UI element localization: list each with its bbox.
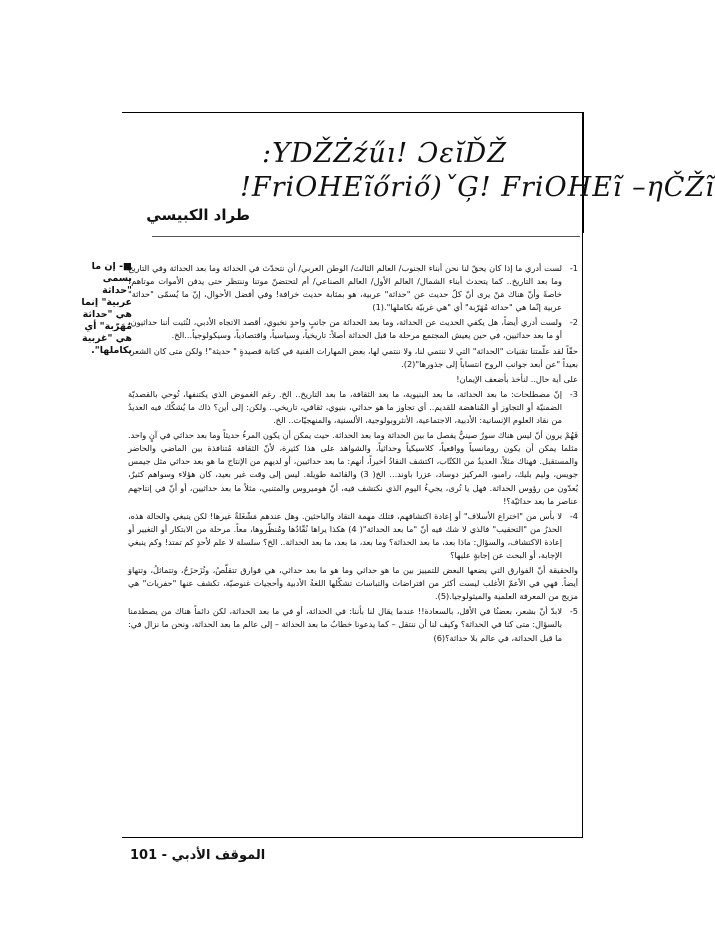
paragraph bbox=[128, 388, 578, 427]
paragraph bbox=[128, 345, 578, 371]
paragraph bbox=[128, 316, 578, 342]
paragraph bbox=[128, 262, 578, 314]
paragraph-text: إنّ مصطلحات: ما بعد الحداثة، ما بعد البنيوية، ما بعد الثقافة، ما بعد التاريخ.. الخ. رغم الغموض الذي يكتنفها، تُوحي بالقصديّة الضمنيّة أو التجاوز أو المُناهضة للقديم.. أي تجاوز ما هو حداثي، بنيوي، ثقافي، تاريخي.. ولكن: إلى أين؟ ذاك ما يُشكّك فيه العديدُ من نقاد العلوم الإنسانية: الأدبية، الاجتماعية، الأنثروبولوجية، الألسنية، والمنهجيّات.. الخ. bbox=[128, 388, 562, 426]
paragraph bbox=[128, 564, 578, 603]
paragraph-number: 3- bbox=[569, 388, 578, 399]
paragraph bbox=[128, 605, 578, 644]
paragraph-text: لا بأس من "اختراع الأسلاف" أو إعادة اكتشافهم، فتلك مهمة النقاد والباحثين. وهل عندهم مَشْغَلةٌ غيرها! لكن ينبغي والحالة هذه، الحذرُ من "التحقيب" فالذي لا شك فيه أنّ "ما بعد الحداثة"( 4) هكذا يراها نُقّادُها ومُنظّروها، معاً. مرحلة من الابتكار أو التغيير أو إعادة الاكتشاف، والسؤال: ماذا بعد، ما بعد الحداثة؟ وما بعد، ما بعد، ما بعد الحداثة.. الخ؟ سلسلة لا علم لأحدٍ كم تمتد! وكم ينبغي الإجابة، أو البحث عن إجابةٍ عليها؟ bbox=[128, 510, 562, 560]
paragraph-text: لست أدري ما إذا كان يحقّ لنا نحن أبناء الجنوب/ العالم الثالث/ الوطن العربي/ أن نتحدّث في الحداثة وما بعد الحداثة وفي التاريخ وما بعد التاريخ.. كما يتحدث أبناء الشمال/ العالم الأول/ العالم الصناعي/ أم لتحتضنّ موتنا وننتظر حتى يدفن الأموات موتاهم! خاصةً وأنّ هناك مَنْ يرى أنّ كلّ حديث عن "حداثة" عربية، هو بمثابة حديث خرافة! وفي أفضل الأحوال، إنّ ما يُسمّى "حداثة" عربية إنّما هي "حداثة مُهَرّبة" أي "هي غربيّة بكاملها".(1) bbox=[128, 263, 562, 313]
paragraph-text: والحقيقة أنّ الفوارق التي يضعها البعض للتمييز بين ما هو حداثي وما هو ما بعد حداثي، هي فوارق تتقلّصُ، وتُزَحزَحُ، وتتماثلُ، وتتهاوَ أيضاً. فهي في الأعمّ الأغلب ليست أكثر من افتراضات والتباسات تشكّلها اللغةُ الأدبية وأحجيات غنوصيّة، تكشف عنها "حفريات" هي مزيج من المعرفة العلمية والميثولوجيا.(5). bbox=[128, 565, 578, 602]
paragraph-text: حقّاً لقد علّمتنا تقنيات "الحداثة" التي لا ننتمي لنا، ولا ننتمي لها، بعض المهارات الفنية في كتابة قصيدةٍ " حديثة"! ولكن متى كان الشعر، بعيداً "عن أبعد جوانب الروح انتساباً إلى جذورها"(2). bbox=[128, 345, 578, 369]
article-title-garbled-line-2: !FriOHEĩőriő)ˇĢ! FriOHEĩ –ηČŽĩ bbox=[240, 172, 715, 203]
page-frame-right-rule bbox=[582, 112, 583, 838]
page-footer: الموقف الأدبي - 101 bbox=[130, 848, 266, 863]
paragraph bbox=[128, 510, 578, 562]
pull-quote-sidenote: ■- إن ما يسمى "حداثة عربية" إنما هي "حداثة مُهَرّبة" أي هي "غربية بكاملها". bbox=[81, 261, 132, 356]
paragraph bbox=[128, 373, 578, 386]
header-separator bbox=[152, 236, 580, 237]
paragraph-text: فَهُمْ يرون أنّ ليس هناك سورٌ صينيٌّ يفصل ما بين الحداثة وما بعد الحداثة. حيث يمكن أن يكون المرءُ حديثاً وما بعد حداثي في آنٍ واحد. مثلما يمكن أن يكون رومانسياً وواقعياً، كلاسيكياً وحداثياً، والشواهد على هذا كثيرة، لأنّ الثقافة مُتنافذة بين الماضي والحاضر والمستقبل. فهناك مثلاً، العديدُ من الكتّاب، اكتشف النقادُ أخيراً، أنهم: ما بعد حداثيين، أو لديهم من الإنتاج ما هو بعد حداثي مثل جيمس جويس، وليم بليك، رامبو، المركيز دوساد، عزرا باوند... الخ( 3) والقائمة طويلة. ليس إلى وقت غير بعيد، كان هؤلاء وسواهم كثيرٌ، يُعدّون من رؤوس الحداثة. فهل يا تُرى، يجيءُ اليوم الذي نكتشف فيه، أنّ هوميروس والمتنبي، مثلاً ما بعد حداثيين، أو أنّ في إنتاجهم عناصر ما بعد حداثيّة؟! bbox=[128, 430, 579, 506]
author-name: طراد الكبيسي bbox=[146, 206, 250, 224]
paragraph-number: 2- bbox=[569, 317, 578, 328]
paragraph-text: ولست أدري أيضاً، هل يكفي الحديث عن الحداثة، وما بعد الحداثة من جانبٍ واحدٍ نخبوي، أقصد الاتجاه الأدبي، لنُثبت أننا حداثيون، أو ما بعد حداثيين، في حين يعيش المجتمع مرحلة ما قبل الحداثة أصلاً: تاريخياً، وسياسياً، واقتصادياً، وسيكولوجياً...الخ. bbox=[128, 317, 562, 341]
paragraph-number: 5- bbox=[569, 606, 578, 617]
article-body bbox=[128, 262, 578, 647]
paragraph bbox=[128, 429, 578, 508]
article-title-garbled-line-1: :YDŽŻźűı! ƆεĭĎŽ bbox=[262, 138, 507, 169]
paragraph-text: لابدّ أنّ بشعر، بعضنُا في الأقل، بالسعادة!! عندما يقال لنا بأننا: في الحداثة، أو في ما بعد الحداثة، لكن دائماً هناك من يصطدمنا بالسؤال: متى كنا في الحداثة؟ وكيف لنا أن ننتقل – كما يدعونا خطابُ ما بعد الحداثة – إلى عالم ما بعد الحداثة، ونحن ما نزال في: ما قبل الحداثة، في عالم بلا حداثة؟(6) bbox=[128, 606, 562, 643]
paragraph-number: 1- bbox=[569, 263, 578, 273]
paragraph-number: 4- bbox=[569, 510, 578, 521]
page-frame-bottom-rule bbox=[122, 837, 583, 838]
paragraph-text: على أية حال.. لنأخذ بأضعف الإيمان! bbox=[456, 373, 578, 384]
